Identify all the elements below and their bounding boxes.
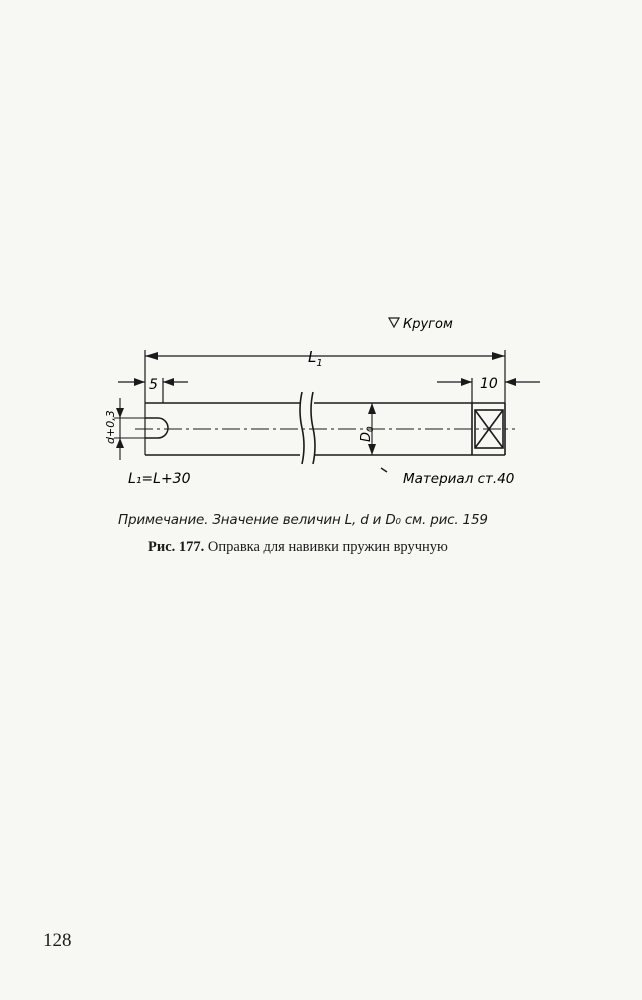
dimension-label-total: $L_1$ xyxy=(308,348,323,369)
length-formula: L₁=L+30 xyxy=(128,471,191,487)
material-label: Материал ст.40 xyxy=(403,471,515,487)
dimension-label-10: 10 xyxy=(480,376,498,392)
figure-note: Примечание. Значение величин L, d и D₀ см. рис. 159 xyxy=(118,512,488,528)
figure-title: Оправка для навивки пружин вручную xyxy=(207,539,448,555)
surface-finish-label: Кругом xyxy=(403,317,453,332)
slot xyxy=(145,418,168,438)
dimension-label-5: 5 xyxy=(149,377,158,393)
figure-caption xyxy=(148,539,548,556)
surface-finish-icon xyxy=(389,318,399,327)
dimension-label-slot: d+0,3 xyxy=(104,410,117,444)
dimension-label-diameter: $D_0$ xyxy=(359,426,376,442)
break-line-left xyxy=(300,392,304,464)
arrow-right xyxy=(492,352,505,360)
page-number: 128 xyxy=(43,930,72,951)
figure-number: Рис. 177. xyxy=(148,539,205,555)
arrow-left xyxy=(145,352,158,360)
